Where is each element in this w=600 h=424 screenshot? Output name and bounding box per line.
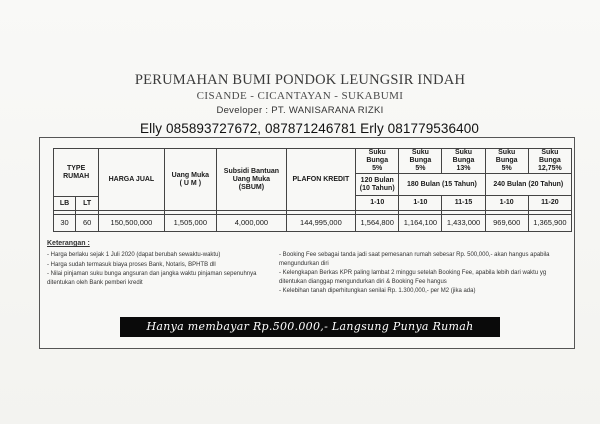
header-bunga-1: Suku Bunga 5%	[356, 149, 399, 174]
contact-numbers: Elly 085893727672, 087871246781 Erly 081779536400	[140, 121, 479, 136]
header-year-5: 11-20	[528, 196, 571, 211]
note-item: - Harga sudah termasuk biaya proses Bank, Notaris, BPHTB dll	[47, 261, 216, 268]
promo-banner: Hanya membayar Rp.500.000,- Langsung Punya Rumah	[120, 317, 500, 337]
cell-angsuran-5: 1,365,900	[528, 215, 571, 232]
project-location: CISANDE - CICANTAYAN - SUKABUMI	[196, 90, 404, 102]
note-item: - Harga berlaku sejak 1 Juli 2020 (dapat berubah sewaktu-waktu)	[47, 252, 221, 258]
header-bunga-4: Suku Bunga 5%	[485, 149, 528, 174]
header-tenor-180: 180 Bulan (15 Tahun)	[399, 174, 485, 196]
header-year-1: 1-10	[356, 196, 399, 211]
cell-lt: 60	[76, 215, 99, 232]
header-tenor-120: 120 Bulan (10 Tahun)	[356, 174, 399, 196]
header-harga-jual: HARGA JUAL	[99, 149, 164, 211]
cell-angsuran-1: 1,564,800	[356, 215, 399, 232]
project-title: PERUMAHAN BUMI PONDOK LEUNGSIR INDAH	[134, 72, 466, 88]
header-plafon-kredit: PLAFON KREDIT	[286, 149, 355, 211]
note-item: - Nilai pinjaman suku bunga angsuran dan jangka waktu pinjaman sepenuhnya ditentukan oleh Bank pemberi kredit	[47, 271, 257, 286]
note-item: - Booking Fee sebagai tanda jadi saat pemesanan rumah sebesar Rp. 500,000,- akan hangus apabila mengundurkan diri	[279, 252, 550, 267]
cell-angsuran-4: 969,600	[485, 215, 528, 232]
note-item: - Kelebihan tanah diperhitungkan senilai Rp. 1.300,000,- per M2 (jika ada)	[279, 288, 476, 294]
header-year-4: 1-10	[485, 196, 528, 211]
header-sbum: Subsidi Bantuan Uang Muka (SBUM)	[217, 149, 286, 211]
header-bunga-3: Suku Bunga 13%	[442, 149, 485, 174]
notes-right	[279, 251, 569, 297]
header-type-rumah: TYPE RUMAH	[54, 149, 99, 197]
price-table	[53, 148, 572, 232]
notes-title: Keterangan :	[47, 240, 90, 247]
cell-plafon: 144,995,000	[286, 215, 355, 232]
header-year-3: 11-15	[442, 196, 485, 211]
cell-angsuran-2: 1,164,100	[399, 215, 442, 232]
developer-name: Developer : PT. WANISARANA RIZKI	[216, 105, 384, 116]
header	[0, 72, 600, 117]
cell-angsuran-3: 1,433,000	[442, 215, 485, 232]
header-uang-muka: Uang Muka ( U M )	[164, 149, 217, 211]
notes-left	[47, 251, 272, 288]
cell-sbum: 4,000,000	[217, 215, 286, 232]
table-row	[54, 215, 572, 232]
header-bunga-5: Suku Bunga 12,75%	[528, 149, 571, 174]
cell-um: 1,505,000	[164, 215, 217, 232]
header-year-2: 1-10	[399, 196, 442, 211]
header-bunga-2: Suku Bunga 5%	[399, 149, 442, 174]
note-item: - Kelengkapan Berkas KPR paling lambat 2 minggu setelah Booking Fee, apabila lebih dari waktu yg ditentukan dianggap mengundurkan diri & Booking Fee hangus	[279, 270, 547, 285]
notes-section	[47, 240, 567, 294]
cell-lb: 30	[54, 215, 76, 232]
cell-harga: 150,500,000	[99, 215, 164, 232]
header-tenor-240: 240 Bulan (20 Tahun)	[485, 174, 571, 196]
header-lt: LT	[76, 197, 99, 211]
header-lb: LB	[54, 197, 76, 211]
